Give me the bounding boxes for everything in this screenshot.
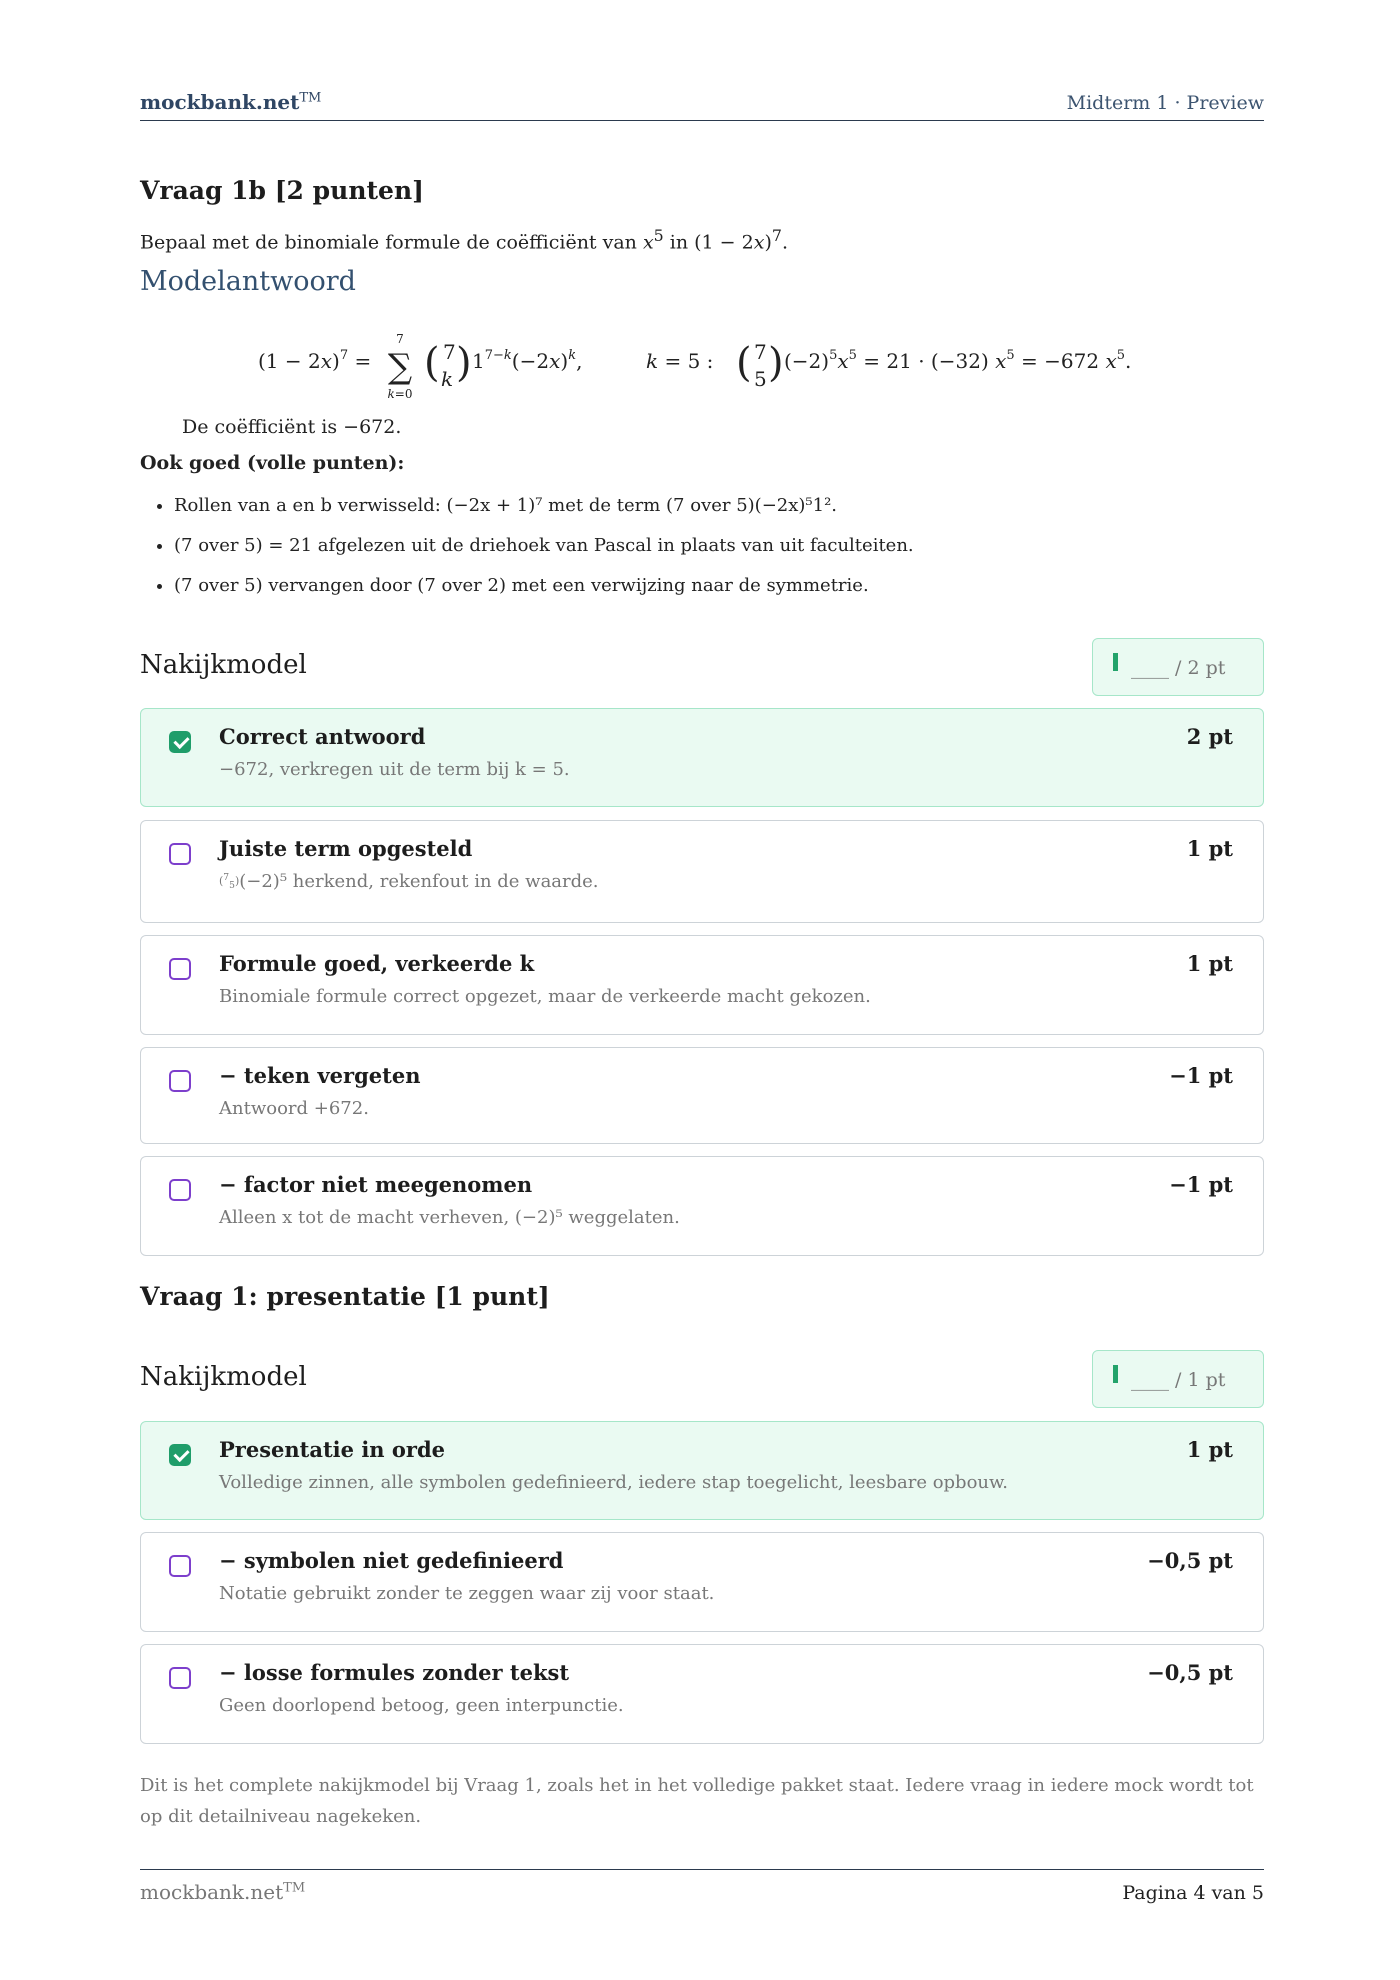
- binomial-symbol: ($^7_5$): [219, 872, 240, 891]
- list-item: • Rollen van a en b verwisseld: (−2x + 1)⁷ met de term (7 over 5)(−2x)⁵1².: [174, 486, 1254, 526]
- cursor-marker: [1113, 653, 1118, 671]
- svg-text:7: 7: [443, 340, 456, 364]
- question-prompt: Bepaal met de binomiale formule de coëfficiënt van $x^5$ in $(1 - 2x)^7$.: [140, 226, 788, 254]
- page: [140, 0, 1264, 1980]
- rubric-option[interactable]: − symbolen niet gedefinieerd −0,5 pt Notatie gebruikt zonder te zeggen waar zij voor staat.: [140, 1532, 1264, 1632]
- page-number: Pagina 4 van 5: [1122, 1882, 1264, 1904]
- footnote: Dit is het complete nakijkmodel bij Vraag 1, zoals het in het volledige pakket staat. Iedere vraag in iedere mock wordt tot op dit detailniveau nagekeken.: [140, 1775, 1254, 1827]
- svg-text:k=0: k=0: [387, 387, 413, 400]
- list-item: • (7 over 5) vervangen door (7 over 2) met een verwijzing naar de symmetrie.: [174, 566, 1254, 606]
- checkbox[interactable]: [169, 1667, 191, 1689]
- rubric-option[interactable]: − teken vergeten −1 pt Antwoord +672.: [140, 1047, 1264, 1144]
- question-title: Vraag 1b [2 punten]: [140, 176, 424, 205]
- rubric-option[interactable]: Formule goed, verkeerde k 1 pt Binomiale formule correct opgezet, maar de verkeerde macht gekozen.: [140, 935, 1264, 1035]
- svg-text:k = 5 :: k = 5 :: [646, 349, 714, 373]
- svg-text:k: k: [441, 367, 454, 391]
- checkbox[interactable]: [169, 1555, 191, 1577]
- svg-text:(: (: [424, 340, 440, 386]
- checkbox[interactable]: [169, 958, 191, 980]
- rubric-option[interactable]: Presentatie in orde 1 pt Volledige zinnen, alle symbolen gedefinieerd, iedere stap toegelicht, leesbare opbouw.: [140, 1421, 1264, 1520]
- checkbox[interactable]: [169, 1179, 191, 1201]
- svg-text:∑: ∑: [387, 347, 413, 387]
- cursor-marker: [1113, 1365, 1118, 1383]
- checkbox-checked[interactable]: [169, 1444, 191, 1466]
- rubric-option[interactable]: Juiste term opgesteld 1 pt ($^7_5$)(−2)⁵ herkend, rekenfout in de waarde.: [140, 820, 1264, 923]
- question-title: Vraag 1: presentatie [1 punt]: [140, 1282, 550, 1311]
- score-input[interactable]: ____ / 1 pt: [1092, 1350, 1264, 1408]
- svg-text:(1 − 2x)7 =: $(1 - 2x)^7$ =: [258, 348, 372, 373]
- score-input[interactable]: ____ / 2 pt: [1092, 638, 1264, 696]
- svg-text:17−k(−2x)k,: $1^{7-k}(-2x)^k$,: [472, 348, 583, 373]
- also-good-heading: Ook goed (volle punten):: [140, 452, 405, 474]
- svg-text:7: 7: [396, 332, 404, 346]
- also-good-list: [140, 486, 1254, 606]
- rubric-option[interactable]: − losse formules zonder tekst −0,5 pt Geen doorlopend betoog, geen interpunctie.: [140, 1644, 1264, 1744]
- svg-text:): ): [768, 340, 784, 386]
- svg-text:5: 5: [754, 367, 767, 391]
- svg-text:(−2)5x5 = 21 · (−32) x5 = −672: $(-2)^5x^5 = 21 \cdot (-32) x^5 = -672$ $x^5$.: [784, 348, 1132, 373]
- checkbox[interactable]: [169, 1070, 191, 1092]
- binomial-formula: [258, 330, 1258, 400]
- svg-text:): ): [456, 340, 472, 386]
- rubric-heading: Nakijkmodel: [140, 650, 307, 680]
- checkbox-checked[interactable]: [169, 731, 191, 753]
- list-item: • (7 over 5) = 21 afgelezen uit de driehoek van Pascal in plaats van uit faculteiten.: [174, 526, 1254, 566]
- rubric-option[interactable]: − factor niet meegenomen −1 pt Alleen x tot de macht verheven, (−2)⁵ weggelaten.: [140, 1156, 1264, 1256]
- svg-text:(: (: [736, 340, 752, 386]
- svg-text:7: 7: [754, 340, 767, 364]
- brand-logo: mockbank.net™: [140, 90, 322, 114]
- page-header: [140, 86, 1264, 121]
- footer-rule: [140, 1869, 1264, 1870]
- model-answer-heading: Modelantwoord: [140, 266, 356, 297]
- checkbox[interactable]: [169, 843, 191, 865]
- rubric-heading: Nakijkmodel: [140, 1362, 307, 1392]
- rubric-option[interactable]: Correct antwoord 2 pt −672, verkregen uit de term bij k = 5.: [140, 708, 1264, 807]
- exam-title: Midterm 1 · Preview: [1066, 92, 1264, 114]
- footer-brand: mockbank.net™: [140, 1880, 306, 1904]
- coefficient-line: De coëfficiënt is −672.: [182, 416, 402, 438]
